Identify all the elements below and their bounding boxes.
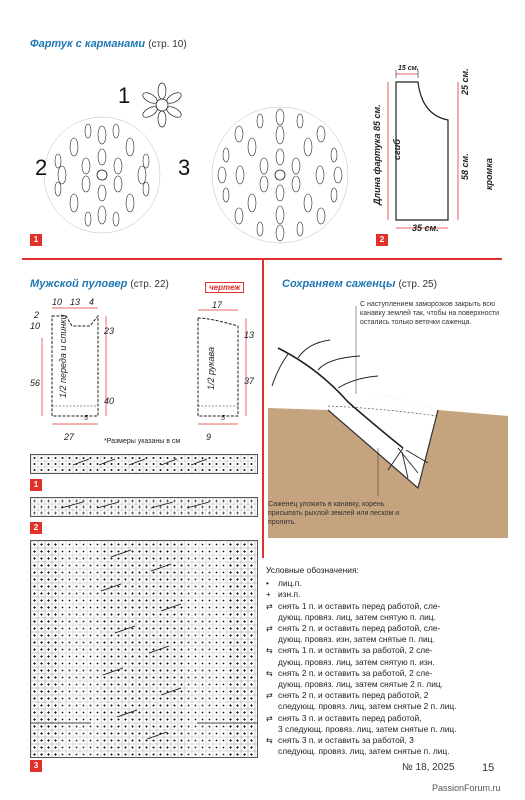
cable-1-back-icon: ⇆ — [266, 646, 273, 656]
legend-item-text: лиц.п. — [278, 578, 302, 589]
legend-item — [266, 713, 506, 724]
front-piece-name: 1/2 переда и спинки — [58, 314, 68, 398]
apron-title — [30, 38, 187, 50]
legend-item — [266, 701, 506, 712]
divider-middle — [262, 258, 264, 558]
apron-badge-1: 1 — [30, 234, 42, 246]
sleeve-dim-bottom-small: 5 — [221, 415, 225, 422]
cable-2-front-icon: ⇄ — [266, 624, 273, 634]
legend-item — [266, 623, 506, 634]
legend-item — [266, 657, 506, 668]
apron-dim-length: Длина фартука 85 см. — [372, 104, 382, 205]
motif-label-1: 1 — [118, 83, 131, 108]
apron-dim-top: 15 см. — [398, 65, 419, 72]
legend-item — [266, 589, 506, 600]
front-dim-left-b: 10 — [30, 321, 41, 331]
dot-icon: • — [266, 579, 269, 589]
legend-rows — [266, 578, 506, 757]
legend-item-text: дующ. провяз. лиц, затем снятую п. лиц. — [278, 611, 436, 622]
cable-2-back-icon: ⇆ — [266, 668, 273, 678]
legend-item-text: снять 2 п. и оставить перед работой, сле- — [278, 623, 441, 634]
apron-dim-edge: кромка — [484, 158, 494, 190]
legend-item-text: снять 1 п. и оставить перед работой, сле- — [278, 600, 441, 611]
apron-dim-side: 25 см. — [460, 68, 470, 95]
legend-item-text: дующ. провяз. лиц, затем снятые 2 п. лиц. — [278, 679, 443, 690]
pullover-title-text: Мужской пуловер — [30, 278, 128, 290]
legend-item-text: снять 2 п. и оставить за работой, 2 сле- — [278, 667, 433, 678]
front-dim-top-b: 13 — [70, 297, 81, 307]
apron-dim-bottom: 35 см. — [412, 223, 439, 233]
legend-item — [266, 724, 506, 735]
legend-item — [266, 735, 506, 746]
legend-item-text: снять 2 п. и оставить перед работой, 2 — [278, 690, 429, 701]
crochet-motifs-diagram — [30, 75, 360, 245]
apron-dim-fold: сгиб — [392, 139, 402, 160]
legend-item — [266, 679, 506, 690]
legend — [266, 565, 506, 757]
legend-item — [266, 668, 506, 679]
front-dim-left-a: 2 — [34, 310, 40, 320]
cable-3-back-icon: ⇆ — [266, 736, 273, 746]
legend-item-text: 3 следующ. провяз. лиц, затем снятые п. лиц. — [278, 723, 457, 734]
pullover-note: *Размеры указаны в см — [104, 438, 181, 445]
apron-page-ref: (стр. 10) — [148, 39, 187, 50]
legend-item-text: изн.п. — [278, 589, 301, 600]
front-dim-bottom-small: 5 — [84, 415, 88, 422]
sleeve-dim-width: 9 — [206, 432, 212, 442]
chart-badge-3: 3 — [30, 760, 42, 772]
cable-3-front-icon: ⇄ — [266, 713, 273, 723]
legend-item-text: дующ. провяз. лиц, затем снятую п. изн. — [278, 656, 435, 667]
seedlings-title — [282, 278, 437, 290]
apron-dim-lower: 58 см. — [460, 153, 470, 180]
legend-item-text: снять 1 п. и оставить за работой, 2 сле- — [278, 645, 433, 656]
knit-chart-2 — [30, 497, 258, 517]
plus-icon: + — [266, 590, 271, 600]
cable-2-2-front-icon: ⇄ — [266, 691, 273, 701]
legend-item-text: дующ. провяз. изн, затем снятые п. лиц. — [278, 634, 435, 645]
chart-badge-2: 2 — [30, 522, 42, 534]
legend-item — [266, 690, 506, 701]
legend-item — [266, 634, 506, 645]
motif-label-2: 2 — [35, 155, 48, 180]
apron-badge-2: 2 — [376, 234, 388, 246]
legend-item — [266, 578, 506, 589]
legend-item — [266, 746, 506, 757]
motif-2 — [44, 117, 160, 233]
footer-page-number: 15 — [482, 762, 495, 774]
apron-title-text: Фартук с карманами — [30, 38, 146, 50]
sleeve-dim-right-mid: 37 — [244, 376, 255, 386]
seedlings-title-text: Сохраняем саженцы — [282, 278, 396, 290]
front-dim-right-top: 23 — [104, 326, 115, 336]
pullover-tag: чертеж — [205, 282, 244, 293]
motif-3 — [212, 107, 348, 243]
chart-badge-1: 1 — [30, 479, 42, 491]
sleeve-dim-right-top: 13 — [244, 330, 255, 340]
cable-1-front-icon: ⇄ — [266, 601, 273, 611]
sleeve-piece-name: 1/2 рукава — [206, 347, 216, 390]
motif-label-3: 3 — [178, 155, 191, 180]
sleeve-dim-top: 17 — [212, 300, 223, 310]
front-dim-left-mid: 56 — [30, 378, 41, 388]
front-dim-top-c: 4 — [89, 297, 95, 307]
footer-site: PassionForum.ru — [432, 783, 501, 793]
knit-chart-3-grid — [31, 541, 257, 757]
seedling-note-top: С наступлением заморозков закрыть всю канавку землей так, чтобы на поверхности остались только веточки саженца. — [360, 301, 500, 326]
seedling-note-bottom: Саженец уложить в канавку, корень присыпать рыхлой землей или песком и пролить. — [268, 501, 400, 526]
motif-1 — [141, 83, 183, 127]
pullover-page-ref: (стр. 22) — [130, 279, 169, 290]
legend-item — [266, 645, 506, 656]
front-dim-right-mid: 40 — [104, 396, 115, 406]
legend-item-text: снять 3 п. и оставить за работой, 3 — [278, 735, 414, 746]
legend-item-text: следующ. провяз. лиц, затем снятые 2 п. лиц. — [278, 701, 457, 712]
legend-title: Условные обозначения: — [266, 565, 359, 575]
knit-chart-1 — [30, 454, 258, 474]
seedlings-page-ref: (стр. 25) — [398, 279, 437, 290]
knit-chart-1-grid — [31, 455, 257, 473]
front-dim-top-a: 10 — [52, 297, 63, 307]
footer-issue: № 18, 2025 — [402, 762, 455, 773]
legend-item-text: снять 3 п. и оставить перед работой, — [278, 712, 422, 723]
knit-chart-3 — [30, 540, 258, 758]
legend-item — [266, 612, 506, 623]
knit-chart-2-grid — [31, 498, 257, 516]
pullover-title — [30, 278, 169, 290]
apron-pattern-diagram — [370, 60, 500, 250]
legend-item-text: следующ. провяз. лиц, затем снятые п. лиц. — [278, 746, 450, 757]
front-dim-width: 27 — [64, 432, 75, 442]
legend-item — [266, 601, 506, 612]
